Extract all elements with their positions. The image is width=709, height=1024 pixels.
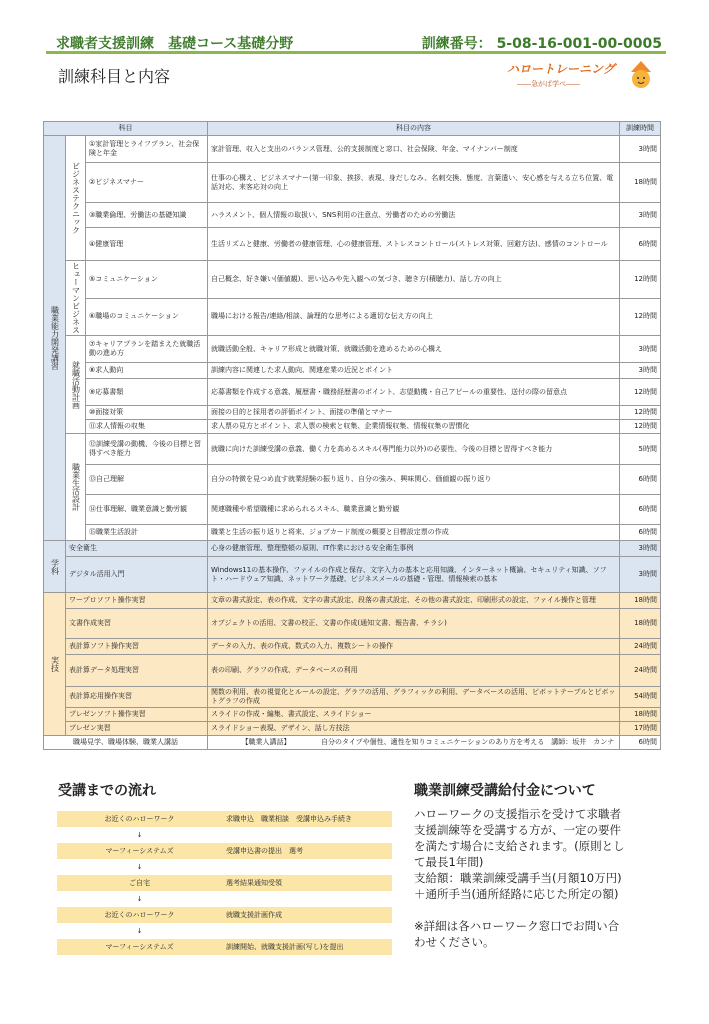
subject-cell: プレゼンソフト操作実習: [66, 707, 208, 721]
content-cell: データの入力、表の作成、数式の入力、複数シートの操作: [208, 639, 620, 655]
flow-place: お近くのハローワーク: [104, 911, 175, 919]
subject-cell: ワープロソフト操作実習: [66, 593, 208, 609]
hours-cell: 6時間: [620, 228, 661, 261]
content-cell: 応募書類を作成する意義、履歴書・職務経歴書のポイント、志望動機・自己アピールの重要性、送付の際の留意点: [208, 379, 620, 406]
benefit-line: を満たす場合に支給されます。(原則とし: [414, 839, 625, 853]
hours-cell: 18時間: [620, 707, 661, 721]
benefit-line: [414, 902, 674, 918]
subject-cell: ④健康管理: [86, 228, 208, 261]
content-cell: 職業と生活の振り返りと将来、ジョブカード制度の概要と目標設定票の作成: [208, 525, 620, 541]
hours-cell: 3時間: [620, 541, 661, 557]
hours-cell: 54時間: [620, 687, 661, 708]
logo-main-text: ハロートレーニング: [507, 62, 615, 76]
content-cell: 生活リズムと健康、労働者の健康管理、心の健康管理、ストレスコントロール(ストレス対策、回避方法)、感情のコントロール: [208, 228, 620, 261]
content-cell: 表の印刷、グラフの作成、データベースの利用: [208, 655, 620, 687]
footer-text: 自分のタイプや個性、適性を知りコミュニケーションのあり方を考える 講師：坂井 カンナ: [321, 737, 615, 746]
hours-cell: 12時間: [620, 261, 661, 299]
content-cell: 家計管理、収入と支出のバランス管理、公的支援制度と窓口、社会保険、年金、マイナンバー制度: [208, 136, 620, 163]
category-label: 学科: [44, 541, 66, 593]
training-number-label: 訓練番号：: [421, 36, 492, 52]
content-cell: ハラスメント、個人情報の取扱い、SNS利用の注意点、労働者のための労働法: [208, 203, 620, 228]
content-cell: Windows11の基本操作、ファイルの作成と保存、文字入力の基本と応用知識、インターネット概論、セキュリティ知識、ソフト・ハードウェア知識、ネットワーク基礎、ビジネスメールの基礎・管理、情報検索の基本: [208, 557, 620, 593]
curriculum-table: [43, 121, 661, 750]
content-cell: 文章の書式設定、表の作成、文字の書式設定、段落の書式設定、その他の書式設定、印刷形式の設定、ファイル操作と管理: [208, 593, 620, 609]
flow-table: [57, 811, 392, 955]
content-cell: スライドショー表現、デザイン、話し方技法: [208, 721, 620, 735]
hello-training-logo: [503, 58, 653, 94]
hours-cell: 12時間: [620, 420, 661, 434]
benefit-line: ※詳細は各ハローワーク窓口でお問い合: [414, 919, 620, 933]
subject-cell: ⑨応募書類: [86, 379, 208, 406]
subject-cell: 表計算応用操作実習: [66, 687, 208, 708]
footer-hours: 6時間: [620, 735, 661, 749]
flow-action: 訓練開始、就職支援計画(写し)を提出: [226, 943, 344, 951]
content-cell: 自分の特徴を見つめ直す就業経験の振り返り、自分の強み、興味関心、価値観の振り返り: [208, 465, 620, 495]
hours-cell: 12時間: [620, 379, 661, 406]
benefit-line: 支援訓練等を受講する方が、一定の要件: [414, 823, 621, 837]
subject-cell: ⑮職業生活設計: [86, 525, 208, 541]
subject-cell: ③職業倫理、労働法の基礎知識: [86, 203, 208, 228]
training-number: [422, 33, 662, 53]
hours-cell: 6時間: [620, 495, 661, 525]
footer-content: [208, 735, 620, 749]
subject-cell: 文書作成実習: [66, 609, 208, 639]
hours-cell: 24時間: [620, 639, 661, 655]
subject-cell: デジタル活用入門: [66, 557, 208, 593]
training-number-value: 5-08-16-001-00-0005: [496, 36, 662, 52]
mascot-icon: [629, 60, 653, 90]
logo-sub-text: ――急がば学べ――: [517, 80, 580, 88]
col-header-subject: 科目: [44, 122, 208, 136]
flow-title: 受講までの流れ: [58, 783, 156, 799]
hours-cell: 18時間: [620, 593, 661, 609]
flow-arrow: ↓: [136, 863, 143, 871]
subject-cell: ⑤コミュニケーション: [86, 261, 208, 299]
content-cell: 心身の健康管理、整理整頓の原則、IT作業における安全衛生事例: [208, 541, 620, 557]
hours-cell: 12時間: [620, 406, 661, 420]
subject-cell: ⑥職場のコミュニケーション: [86, 298, 208, 336]
benefit-line: わせください。: [414, 935, 495, 949]
page-header: [46, 30, 666, 54]
subject-cell: 表計算ソフト操作実習: [66, 639, 208, 655]
content-cell: スライドの作成・編集、書式設定、スライドショー: [208, 707, 620, 721]
hours-cell: 3時間: [620, 363, 661, 379]
subject-cell: ⑦キャリアプランを踏まえた就職活動の進め方: [86, 336, 208, 363]
subject-cell: ⑫訓練受講の動機、今後の目標と習得すべき能力: [86, 434, 208, 465]
flow-arrow: ↓: [136, 831, 143, 839]
group-label: ビジネステクニック: [66, 136, 86, 261]
flow-action: 選考結果通知受領: [226, 879, 282, 887]
footer-tag: 【職業人講話】: [241, 737, 291, 746]
flow-arrow: ↓: [136, 927, 143, 935]
col-header-hours: 訓練時間: [620, 122, 661, 136]
hours-cell: 3時間: [620, 557, 661, 593]
category-label: 実技: [44, 593, 66, 736]
subject-cell: プレゼン実習: [66, 721, 208, 735]
benefit-line: ＋通所手当(通所経路に応じた所定の額): [414, 887, 619, 901]
content-cell: 就職に向けた訓練受講の意義、働く力を高めるスキル(専門能力以外)の必要性、今後の目標と習得すべき能力: [208, 434, 620, 465]
flow-place: マーフィーシステムズ: [105, 847, 174, 855]
hours-cell: 3時間: [620, 136, 661, 163]
content-cell: 訓練内容に関連した求人動向、関連産業の近況とポイント: [208, 363, 620, 379]
subject-cell: ⑬自己理解: [86, 465, 208, 495]
flow-action: 求職申込 職業相談 受講申込み手続き: [226, 815, 352, 823]
subject-cell: ②ビジネスマナー: [86, 163, 208, 203]
flow-action: 就職支援計画作成: [226, 911, 282, 919]
content-cell: 職場における報告/連絡/相談、論理的な思考による適切な伝え方の向上: [208, 298, 620, 336]
page-subtitle: 訓練科目と内容: [58, 67, 171, 86]
hours-cell: 17時間: [620, 721, 661, 735]
subject-cell: ⑩面接対策: [86, 406, 208, 420]
content-cell: 面接の目的と採用者の評価ポイント、面接の準備とマナー: [208, 406, 620, 420]
flow-action: 受講申込書の提出 選考: [226, 847, 303, 855]
content-cell: 自己概念、好き嫌い(価値観)、思い込みや先入観への気づき、聴き方(積聴力)、話し方の向上: [208, 261, 620, 299]
content-cell: 求人票の見方とポイント、求人票の検索と収集、企業情報収集、情報収集の習慣化: [208, 420, 620, 434]
subject-cell: ⑧求人動向: [86, 363, 208, 379]
benefit-text: [414, 806, 674, 950]
subject-cell: 表計算データ処理実習: [66, 655, 208, 687]
hours-cell: 6時間: [620, 525, 661, 541]
flow-place: ご自宅: [129, 879, 150, 887]
content-cell: 仕事の心構え、ビジネスマナー(第一印象、挨拶、表現、身だしなみ、名刺交換、態度、言葉遣い、安心感を与える立ち位置、電話対応、来客応対の向上: [208, 163, 620, 203]
subject-cell: ⑪求人情報の収集: [86, 420, 208, 434]
flow-arrow: ↓: [136, 895, 143, 903]
benefit-line: て最長1年間): [414, 855, 484, 869]
col-header-content: 科目の内容: [208, 122, 620, 136]
subject-cell: ①家計管理とライフプラン、社会保険と年金: [86, 136, 208, 163]
content-cell: オブジェクトの活用、文書の校正、文書の作成(通知文書、報告書、チラシ): [208, 609, 620, 639]
hours-cell: 3時間: [620, 336, 661, 363]
flow-place: マーフィーシステムズ: [105, 943, 174, 951]
content-cell: 関数の利用、表の視覚化とルールの設定、グラフの活用、グラフィックの利用、データベースの活用、ピボットテーブルとピボットグラフの作成: [208, 687, 620, 708]
hours-cell: 6時間: [620, 465, 661, 495]
group-label: 就職活動計画: [66, 336, 86, 434]
category-label: 職業能力開発講習: [44, 136, 66, 541]
content-cell: 関連職種や希望職種に求められるスキル、職業意識と勤労観: [208, 495, 620, 525]
hours-cell: 12時間: [620, 298, 661, 336]
subject-cell: 安全衛生: [66, 541, 208, 557]
group-label: ヒューマンビジネス: [66, 261, 86, 336]
hours-cell: 5時間: [620, 434, 661, 465]
benefit-title: 職業訓練受講給付金について: [414, 783, 596, 799]
benefit-line: 支給額：職業訓練受講手当(月額10万円): [414, 871, 622, 885]
flow-place: お近くのハローワーク: [104, 815, 175, 823]
course-title: 求職者支援訓練 基礎コース基礎分野: [56, 36, 294, 52]
group-label: 職業生活設計: [66, 434, 86, 541]
hours-cell: 24時間: [620, 655, 661, 687]
hours-cell: 3時間: [620, 203, 661, 228]
hours-cell: 18時間: [620, 609, 661, 639]
subject-cell: ⑭仕事理解、職業意識と勤労観: [86, 495, 208, 525]
hours-cell: 18時間: [620, 163, 661, 203]
benefit-line: ハローワークの支援指示を受けて求職者: [414, 807, 621, 821]
content-cell: 就職活動全般、キャリア形成と就職対策、就職活動を進めるための心構え: [208, 336, 620, 363]
footer-label: 職場見学、職場体験、職業人講話: [44, 735, 208, 749]
